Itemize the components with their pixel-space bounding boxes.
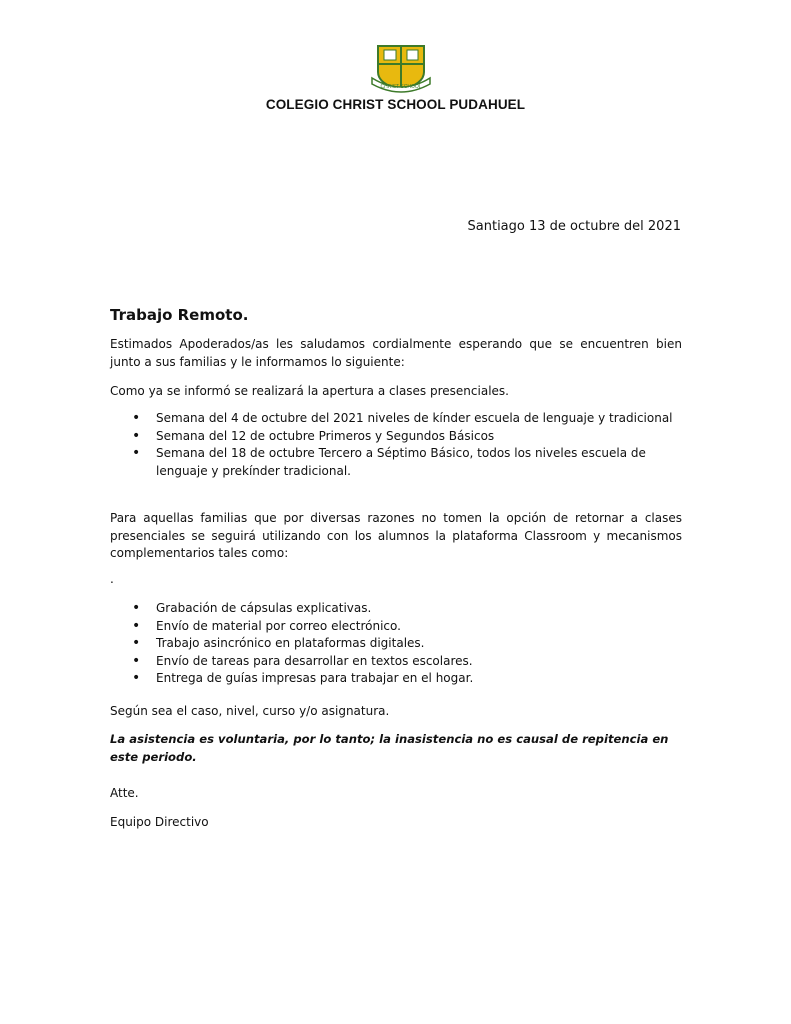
remote-paragraph: Para aquellas familias que por diversas razones no tomen la opción de retornar a clases presenciales se seguirá utilizando con los alumnos la plataforma Classroom y mecanismos complementarios tales como: [110,511,682,560]
attendance-note: La asistencia es voluntaria, por lo tanto; la inasistencia no es causal de repitencia en este periodo. [110,732,669,764]
list-item: • Semana del 18 de octubre Tercero a Séptimo Básico, todos los niveles escuela de lenguaje y prekínder tradicional. [110,445,682,480]
letter-date: Santiago 13 de octubre del 2021 [467,219,681,234]
list-item: • Semana del 4 de octubre del 2021 niveles de kínder escuela de lenguaje y tradicional [110,410,682,428]
stray-mark: . [110,572,114,586]
list-item: • Trabajo asincrónico en plataformas digitales. [110,635,682,653]
signature: Equipo Directivo [110,815,209,829]
list-item: • Envío de material por correo electrónico. [110,618,682,636]
letter-title: Trabajo Remoto. [110,306,249,324]
school-name: COLEGIO CHRIST SCHOOL PUDAHUEL [265,97,526,112]
greeting-paragraph: Estimados Apoderados/as les saludamos cordialmente esperando que se encuentren bien junto a sus familias y le informamos lo siguiente: [110,337,682,369]
list-item: • Entrega de guías impresas para trabajar en el hogar. [110,670,682,688]
mechanisms-list [110,600,682,688]
list-item: • Grabación de cápsulas explicativas. [110,600,682,618]
school-crest-logo [370,44,432,94]
case-note: Según sea el caso, nivel, curso y/o asignatura. [110,704,390,718]
list-item: • Semana del 12 de octubre Primeros y Segundos Básicos [110,428,682,446]
intro-paragraph: Como ya se informó se realizará la apertura a clases presenciales. [110,384,509,398]
logo-banner-text: CHRIST SCHOOL [380,84,422,90]
closing: Atte. [110,786,139,800]
schedule-list [110,410,682,480]
list-item: • Envío de tareas para desarrollar en textos escolares. [110,653,682,671]
